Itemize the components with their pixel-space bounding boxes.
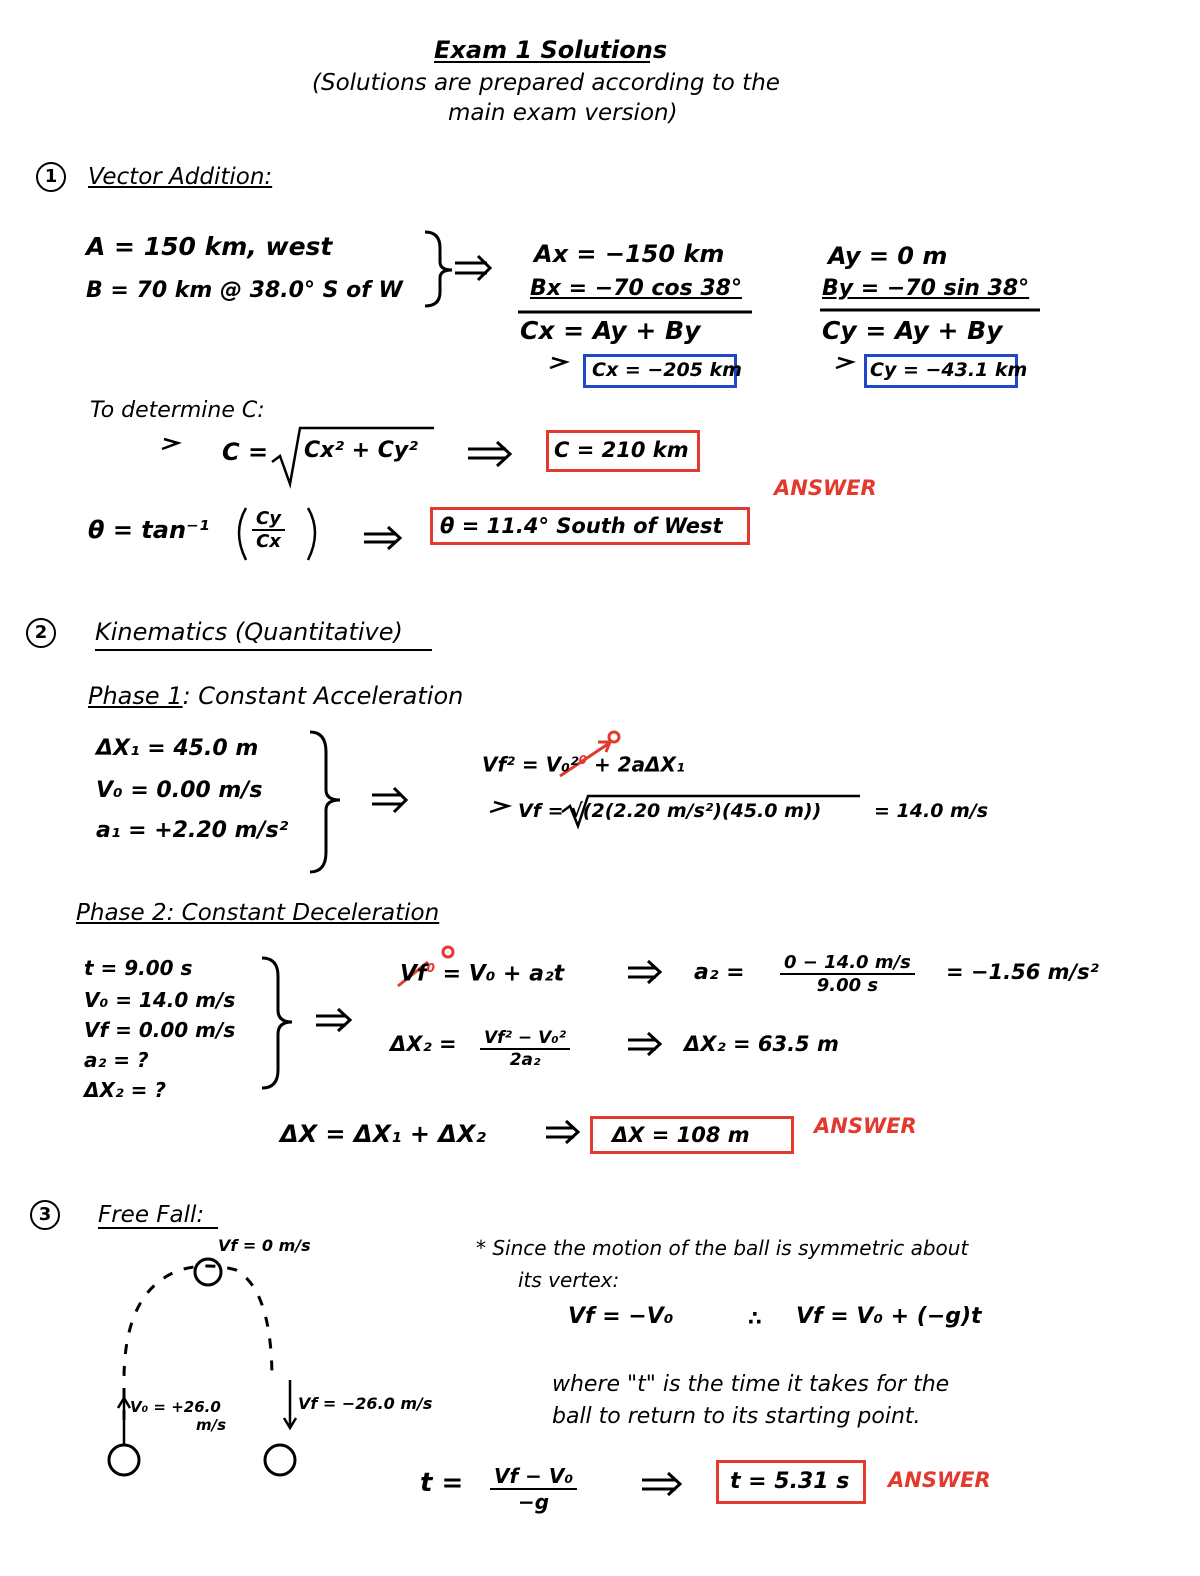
page-subtitle-line2: main exam version) [448,100,678,126]
phase2-a2: a₂ = ? [84,1048,149,1072]
c-implies-arrow [468,442,510,466]
q1-cy-result: Cy = −43.1 km [870,359,1028,381]
q3-heading: Free Fall: [98,1202,205,1228]
theta-open-paren [239,508,246,560]
free-fall-trajectory [124,1266,272,1420]
phase2-implies-arrow [316,1009,350,1031]
q1-b-definition: B = 70 km @ 38.0° S of W [86,278,403,303]
phase2-a2-denominator: 9.00 s [816,975,879,996]
phase2-a2-numerator: 0 − 14.0 m/s [780,952,915,975]
total-displacement-answer: ΔX = 108 m [612,1123,750,1147]
phase2-dx-result: ΔX₂ = 63.5 m [684,1032,839,1056]
ball-end [265,1445,295,1475]
q1-a-definition: A = 150 km, west [86,232,333,261]
phase2-dx-lhs: ΔX₂ = [390,1032,457,1056]
question-number-3: 3 [30,1200,60,1230]
q1-ay: Ay = 0 m [828,242,948,270]
q3-note-line2: its vertex: [518,1268,620,1292]
q1-c-answer: C = 210 km [554,438,689,462]
phase2-v0: V₀ = 14.0 m/s [84,988,236,1012]
initial-velocity-label-line1: V₀ = +26.0 [130,1398,221,1416]
q1-answer-label: ANSWER [774,476,877,500]
theta-implies-arrow [364,527,400,549]
phase2-a2-arrow [628,961,660,983]
phase1-heading [88,684,463,708]
q1-c-formula-radicand: Cx² + Cy² [304,438,418,463]
final-velocity-label: Vf = −26.0 m/s [298,1394,433,1413]
phase2-brace [262,958,292,1088]
phase1-implies-arrow [372,788,406,812]
total-displacement-equation: ΔX = ΔX₁ + ΔX₂ [280,1120,486,1148]
phase2-dx-denominator: 2a₂ [509,1050,541,1070]
phase2-dx-numerator: Vf² − V₀² [480,1028,570,1050]
question-number-1: 1 [36,162,66,192]
phase2-a2-result: = −1.56 m/s² [946,960,1099,984]
q1-ax: Ax = −150 km [534,240,725,268]
phase1-dx: ΔX₁ = 45.0 m [96,736,259,761]
t-implies-arrow [642,1473,680,1495]
phase1-eq1-part-b: + 2aΔX₁ [586,752,685,777]
page-subtitle-line1: (Solutions are prepared according to the [312,70,780,96]
q3-where-line2: ball to return to its starting point. [552,1404,921,1429]
q1-theta-numerator: Cy [252,508,285,531]
q3-note-line1: * Since the motion of the ball is symmetric about [476,1236,969,1260]
q3-t-lhs: t = [420,1468,464,1498]
q3-therefore: ∴ [748,1306,762,1330]
q1-cy-equation: Cy = Ay + By [822,316,1003,345]
phase1-equation-1 [482,754,685,775]
question-number-2: 2 [26,618,56,648]
phase2-dx-fraction [480,1028,570,1070]
velocity-up-arrow [118,1398,130,1444]
phase1-curved-arrow [490,802,508,812]
q1-theta-fraction [252,508,285,552]
ball-start [109,1445,139,1475]
q1-theta-denominator: Cx [256,531,281,552]
phase2-a2-fraction [780,952,915,996]
velocity-down-arrow [284,1380,296,1428]
q3-symmetry-equation: Vf = −V₀ [568,1304,674,1329]
phase2-a2-lhs: a₂ = [694,960,745,985]
q1-cx-result: Cx = −205 km [592,359,742,381]
phase2-dx-arrow [628,1033,660,1055]
phase1-v0: V₀ = 0.00 m/s [96,778,263,803]
q1-c-formula-lhs: C = [222,438,269,466]
q3-t-fraction [490,1464,577,1514]
vertex-velocity-label: Vf = 0 m/s [218,1236,311,1255]
phase2-dx2: ΔX₂ = ? [84,1078,166,1102]
phase1-brace [310,732,340,872]
phase2-eq1-rest: = V₀ + a₂t [434,961,565,987]
phase2-eq1-zero: 0 [426,961,435,975]
ball-at-vertex [195,1259,221,1285]
phase1-a: a₁ = +2.20 m/s² [96,818,289,843]
q1-theta-answer: θ = 11.4° South of West [440,514,723,538]
q2-answer-label: ANSWER [814,1114,917,1138]
q1-bx: Bx = −70 cos 38° [530,276,742,301]
phase1-equation-2: Vf = √(2(2.20 m/s²)(45.0 m)) [518,800,822,822]
q1-theta-lhs: θ = tan⁻¹ [88,516,210,544]
q3-t-answer: t = 5.31 s [730,1469,850,1494]
q1-curved-arrows [162,358,852,449]
phase1-label: Phase 1 [88,682,183,710]
q3-t-numerator: Vf − V₀ [490,1464,577,1490]
q3-t-denominator: −g [518,1490,550,1514]
phase1-eq1-crossed: V₀² [545,752,579,777]
phase1-equation-2-result: = 14.0 m/s [874,800,989,822]
phase2-eq1-crossed: Vf [400,961,427,987]
page-title: Exam 1 Solutions [434,36,668,64]
q1-by: By = −70 sin 38° [822,276,1030,301]
phase2-equation-1 [400,962,564,985]
q2-heading: Kinematics (Quantitative) [95,618,403,646]
q1-determine-label: To determine C: [90,398,265,423]
phase1-title: : Constant Acceleration [182,682,464,710]
phase2-t: t = 9.00 s [84,956,193,980]
theta-close-paren [308,508,315,560]
phase1-eq1-zero: 0 [578,753,587,767]
phase2-heading: Phase 2: Constant Deceleration [76,900,440,926]
phase2-vf: Vf = 0.00 m/s [84,1018,236,1042]
q3-kinematic-equation: Vf = V₀ + (−g)t [796,1304,982,1329]
q1-implies-arrow [455,256,490,280]
q1-brace [425,232,452,306]
q3-answer-label: ANSWER [888,1468,991,1492]
q1-cx-equation: Cx = Ay + By [520,316,701,345]
q3-where-line1: where "t" is the time it takes for the [552,1372,950,1397]
initial-velocity-label-line2: m/s [196,1416,227,1434]
phase1-eq1-part-a: Vf² = [482,752,546,777]
total-implies-arrow [546,1121,578,1143]
q1-heading: Vector Addition: [88,164,273,190]
